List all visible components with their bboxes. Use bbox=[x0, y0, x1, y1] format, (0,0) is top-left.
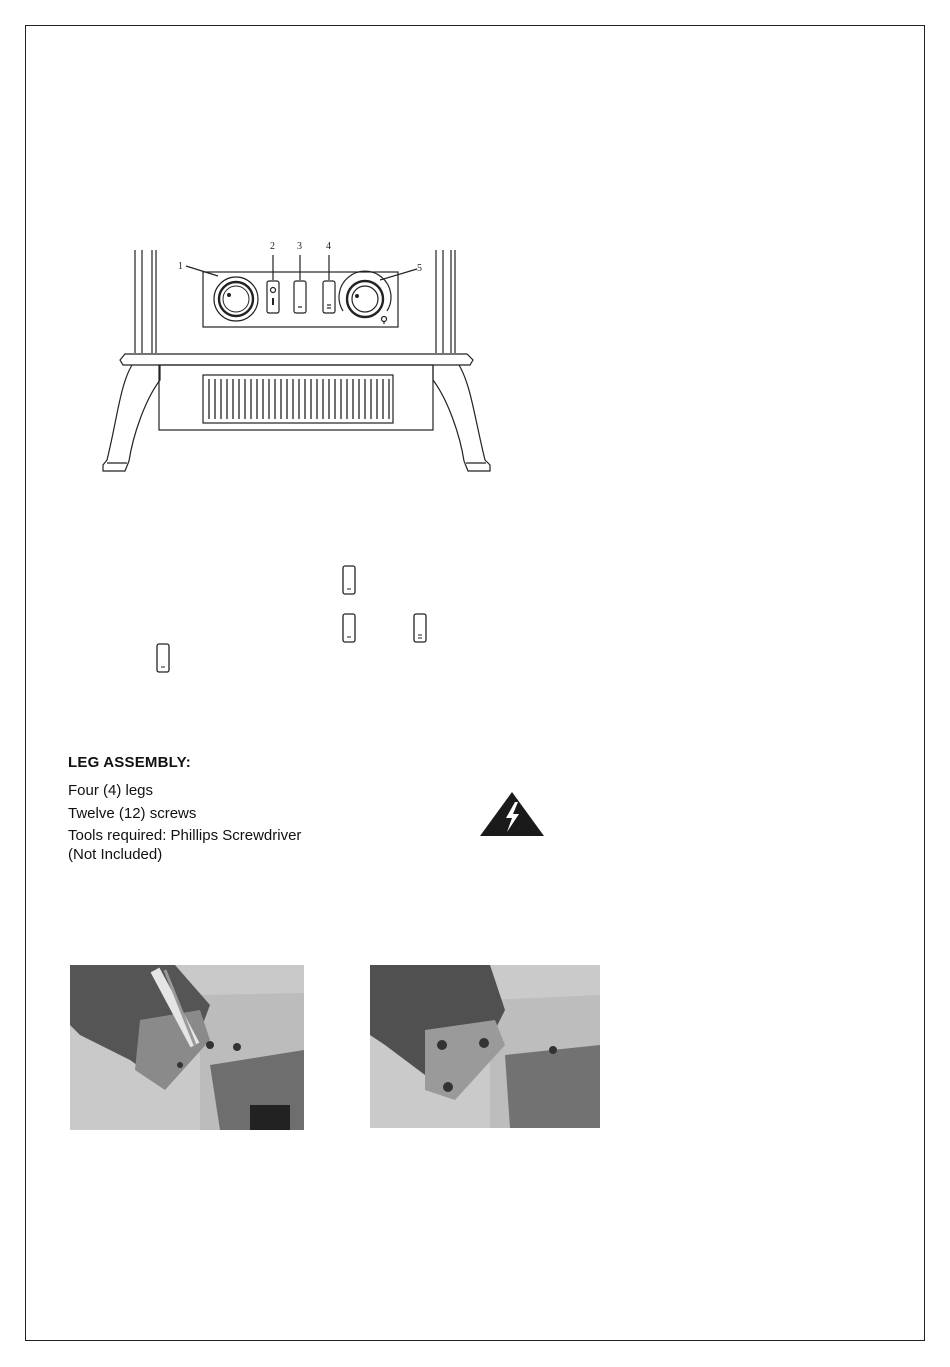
control-panel-diagram bbox=[95, 235, 500, 485]
callout-1: 1 bbox=[178, 261, 183, 272]
callout-5: 5 bbox=[417, 263, 422, 274]
callout-2: 2 bbox=[270, 241, 275, 252]
page-border bbox=[25, 25, 925, 1341]
switch-low-icon bbox=[342, 613, 356, 643]
leg-attached-photo bbox=[370, 965, 600, 1128]
leg-assembly-item: (Not Included) bbox=[68, 846, 163, 863]
switch-low-icon bbox=[156, 643, 170, 673]
switch-low-icon bbox=[342, 565, 356, 595]
callout-3: 3 bbox=[297, 241, 302, 252]
leg-assembly-item: Four (4) legs bbox=[68, 782, 154, 799]
leg-assembly-item: Twelve (12) screws bbox=[68, 805, 197, 822]
leg-assembly-heading: LEG ASSEMBLY: bbox=[68, 754, 191, 771]
electrical-warning-icon bbox=[478, 790, 546, 838]
switch-high-icon bbox=[413, 613, 427, 643]
callout-4: 4 bbox=[326, 241, 331, 252]
leg-assembly-item: Tools required: Phillips Screwdriver bbox=[68, 827, 302, 844]
leg-attach-photo-screwdriver bbox=[70, 965, 304, 1130]
